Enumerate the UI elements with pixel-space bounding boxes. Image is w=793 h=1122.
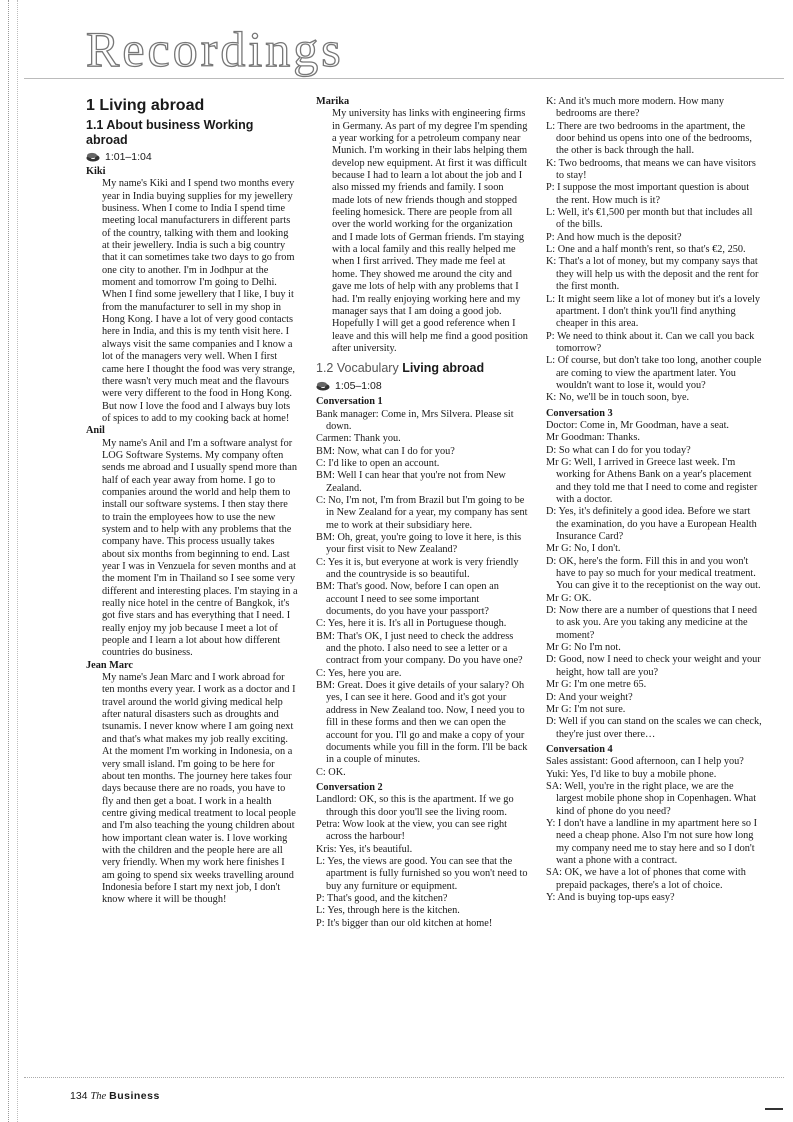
dialogue-line: SA: Well, you're in the right place, we are the largest mobile phone shop in Copenhagen. What kind of phone do you need? [546, 780, 757, 817]
cd-icon [86, 152, 100, 162]
dialogue-line: Carmen: Thank you. [316, 433, 401, 445]
subsection-title: Living abroad [402, 361, 485, 376]
dialogue-line: C: I'd like to open an account. [316, 457, 440, 469]
dialogue-line: D: Now there are a number of questions that I need to ask you. Are you taking any medicine at the moment? [546, 605, 758, 641]
dialogue-line: C: Yes, here you are. [316, 667, 402, 679]
audio-track-1-2 [316, 379, 528, 393]
dialogue-line: BM: Well I can hear that you're not from New Zealand. [316, 470, 506, 494]
dialogue-line: Y: And is buying top-ups easy? [546, 892, 675, 903]
page-footer [70, 1090, 160, 1102]
monologue-text: My name's Anil and I'm a software analyst for LOG Software Systems. My company often sends me abroad and I usually spend more than half of each year away from home. I go to companies around the world and help them to install our software systems. I then stay there to train the employees how to use the new system and to help with any problems that the company have. This process usually takes about six months from beginning to end. Last year I was in Venzuela for seven months and at the moment I'm in Thailand so I see some very different and interesting places. I'm staying in a really nice hotel in the centre of Bangkok, it's got five stars and has everything that I need. I really enjoy my job because I meet a lot of people and I learn a lot about how different countries do business. [102, 437, 298, 659]
dialogue-line: Sales assistant: Good afternoon, can I help you? [546, 756, 744, 768]
dialogue-line: D: OK, here's the form. Fill this in and you won't have to pay so much for your medical treatment. You can give it to the receptionist on the way out. [546, 555, 761, 592]
dialogue-line: P: We need to think about it. Can we call you back tomorrow? [546, 330, 755, 354]
dialogue-line: Mr G: I'm one metre 65. [546, 679, 647, 691]
dialogue-line: D: And your weight? [546, 691, 633, 703]
monologue-text: My name's Kiki and I spend two months every year in India buying supplies for my jewellery business. When I come to India I spend time meeting local manufacturers in different parts of the country, talking with them and looking at their jewellery. India is such a big country that it can sometimes take two days to go from one city to another. I'm in Jodhpur at the moment and tomorrow I'm going to Delhi. When I find some jewellery that I like, I buy it from the manufacturer to sell in my shop in Hong Kong. I have a lot of very good contacts here in India, and this is my tenth visit here. I always visit the same companies and I know a lot of the managers very well. When I first came here I thought the food was very strange, there wasn't very much meat and the flavours were very different to the food in Hong Kong. But now I love the food and I always buy lots of spices to add to my cooking back at home! [102, 178, 295, 424]
track-number: 1:05–1:08 [335, 380, 382, 393]
dialogue-line: L: Yes, the views are good. You can see that the apartment is fully furnished so you won't need to buy any furniture or equipment. [316, 855, 528, 892]
dialogue-line: P: That's good, and the kitchen? [316, 892, 448, 904]
subsection-prefix: 1.2 Vocabulary [316, 361, 399, 376]
page-title: Recordings [86, 21, 344, 77]
subsection-prefix: 1.1 About business [86, 118, 201, 132]
subsection-heading-1-2 [316, 361, 528, 376]
dialogue-line: K: That's a lot of money, but my company says that they will help us with the deposit and the rent for the first month. [546, 256, 759, 293]
dialogue-line: BM: That's good. Now, before I can open an account I need to see some important documents, do you have your passport? [316, 581, 499, 618]
subsection-title: Working abroad [86, 118, 254, 147]
conversation-title: Conversation 2 [316, 781, 383, 793]
audio-track-1-1 [86, 150, 298, 164]
dialogue-line: Petra: Wow look at the view, you can see right across the harbour! [316, 818, 508, 843]
dialogue-line: Mr G: Well, I arrived in Greece last week. I'm working for Athens Bank on a year's placement and they told me that I need to come and register with a doctor. [546, 456, 758, 505]
dialogue-line: Doctor: Come in, Mr Goodman, have a seat. [546, 419, 730, 431]
column-3 [546, 96, 762, 904]
speaker-name: Kiki [86, 166, 106, 177]
dialogue-line: L: It might seem like a lot of money but it's a lovely apartment. I don't think you'll find anything cheaper in this area. [546, 293, 761, 330]
dialogue-line: D: So what can I do for you today? [546, 444, 691, 456]
dialogue-line: P: It's bigger than our old kitchen at home! [316, 917, 493, 929]
subsection-heading-1-1 [86, 118, 298, 148]
conversation-title: Conversation 1 [316, 396, 383, 408]
dialogue-line: BM: Now, what can I do for you? [316, 445, 455, 457]
track-number: 1:01–1:04 [105, 151, 152, 163]
dialogue-line: K: Two bedrooms, that means we can have visitors to stay! [546, 157, 756, 182]
dialogue-line: D: Yes, it's definitely a good idea. Before we start the examination, do you have a European Health Insurance Card? [546, 506, 757, 543]
page-number: 134 [70, 1090, 88, 1102]
dialogue-line: K: And it's much more modern. How many bedrooms are there? [546, 96, 725, 120]
dialogue-line: C: Yes, here it is. It's all in Portuguese though. [316, 618, 507, 630]
speaker-name: Jean Marc [86, 659, 133, 671]
dialogue-line: BM: Great. Does it give details of your salary? Oh yes, I can see it here. Good and it's got your address in New Zealand too. Now, I need you to fill in these forms and then we can open the account for you. I'll go and make a copy of your documents while you fill in the form. I'll be back in a couple of minutes. [316, 680, 528, 766]
dialogue-line: Mr G: No, I don't. [546, 543, 621, 555]
dialogue-line: Y: I don't have a landline in my apartment here so I need a cheap phone. Also I'm not sure how long my company need me to stay here and so I don't want a phone with a contract. [546, 817, 758, 866]
column-2 [316, 96, 528, 930]
monologue-text: My university has links with engineering firms in Germany. As part of my degree I'm spending a year working for a petroleum company near Munich. I'm working in their labs helping them develop new equipment. At first it was difficult because I had to learn a lot about the job and I also missed my friends and family. I soon made lots of new friends though and stopped feeling homesick. There are people from all over the world working for the organization and I made lots of German friends. I'm staying with a local family and this really helped me when I first arrived. They made me feel at home. They showed me around the city and gave me lots of help with any problems that I had. I'm really enjoying working here and my manager says that I am doing a good job. Hopefully I will get a good reference when I leave and this will help me find a good position after university. [332, 108, 528, 354]
conversation-1 [316, 409, 528, 779]
dialogue-line: Mr G: OK. [546, 592, 592, 604]
dialogue-line: C: Yes it is, but everyone at work is very friendly and the countryside is so beautiful. [316, 556, 519, 581]
dialogue-line: Mr G: No I'm not. [546, 642, 621, 654]
dialogue-line: Kris: Yes, it's beautiful. [316, 843, 413, 855]
book-title-business: Business [109, 1090, 160, 1102]
binding-margin [8, 0, 18, 1122]
dialogue-line: P: I suppose the most important question is about the rent. How much is it? [546, 182, 750, 206]
dialogue-line: P: And how much is the deposit? [546, 231, 682, 243]
column-1 [86, 96, 298, 907]
dialogue-line: BM: Oh, great, you're going to love it here, is this your first visit to New Zealand? [316, 532, 522, 556]
dialogue-line: Landlord: OK, so this is the apartment. If we go through this door you'll see the living room. [316, 794, 514, 818]
dialogue-line: Bank manager: Come in, Mrs Silvera. Please sit down. [316, 408, 514, 432]
dialogue-line: L: Yes, through here is the kitchen. [316, 905, 460, 917]
footer-divider [24, 1077, 784, 1078]
dialogue-line: Mr G: I'm not sure. [546, 703, 626, 715]
conversation-title: Conversation 4 [546, 743, 613, 755]
dialogue-line: SA: OK, we have a lot of phones that come with prepaid packages, there's a lot of choice. [546, 867, 746, 891]
dialogue-line: BM: That's OK, I just need to check the address and the photo. I also need to see a letter or a contract from your company. Do you have one? [316, 630, 523, 667]
book-title-the: The [90, 1091, 107, 1102]
dialogue-line: C: OK. [316, 766, 346, 778]
dialogue-line: L: One and a half month's rent, so that's €2, 250. [546, 244, 746, 256]
dialogue-line: L: Of course, but don't take too long, another couple are coming to view the apartment later. You wouldn't want to lose it, would you? [546, 355, 762, 391]
speaker-name: Marika [316, 96, 350, 107]
dialogue-line: K: No, we'll be in touch soon, bye. [546, 392, 690, 404]
corner-mark [765, 1108, 783, 1110]
monologue-text: My name's Jean Marc and I work abroad for ten months every year. I work as a doctor and I travel around the world giving medical help after natural disasters such as droughts and tsunamis. I never know where I am going next and that's what makes my job really exciting. At the moment I'm working in Indonesia, on a very small island. I'm going to be here for about ten months. The journey here takes four days because there are no roads, you have to fly and then get a boat. I work in a health centre giving medical treatment to local people and I'm also teaching the young children about how important clean water is. I love working with the children and the people here are all very friendly. When my work here finishes I am going to spend six weeks travelling around Indonesia before I start my next job, I don't know where it will be though! [102, 672, 296, 906]
dialogue-line: C: No, I'm not, I'm from Brazil but I'm going to be in New Zealand for a year, my company has sent me to work at their subsidiary here. [316, 494, 528, 531]
dialogue-line: D: Well if you can stand on the scales we can check, they're just over there… [546, 716, 762, 740]
unit-heading: 1 Living abroad [86, 97, 205, 114]
dialogue-line: Yuki: Yes, I'd like to buy a mobile phone. [546, 768, 717, 780]
speaker-name: Anil [86, 425, 105, 437]
title-divider [24, 78, 784, 79]
conversation-4 [546, 756, 762, 904]
cd-icon [316, 381, 330, 391]
dialogue-line: L: Well, it's €1,500 per month but that includes all of the bills. [546, 207, 753, 231]
dialogue-line: D: Good, now I need to check your weight and your height, how tall are you? [546, 654, 761, 678]
conversation-title: Conversation 3 [546, 407, 613, 419]
dialogue-line: L: There are two bedrooms in the apartment, the door behind us opens into one of the bedrooms, the other is back through the hall. [546, 120, 752, 157]
conversation-2-part-2 [546, 96, 762, 405]
conversation-3 [546, 420, 762, 741]
dialogue-line: Mr Goodman: Thanks. [546, 432, 640, 444]
conversation-2-part-1 [316, 794, 528, 930]
